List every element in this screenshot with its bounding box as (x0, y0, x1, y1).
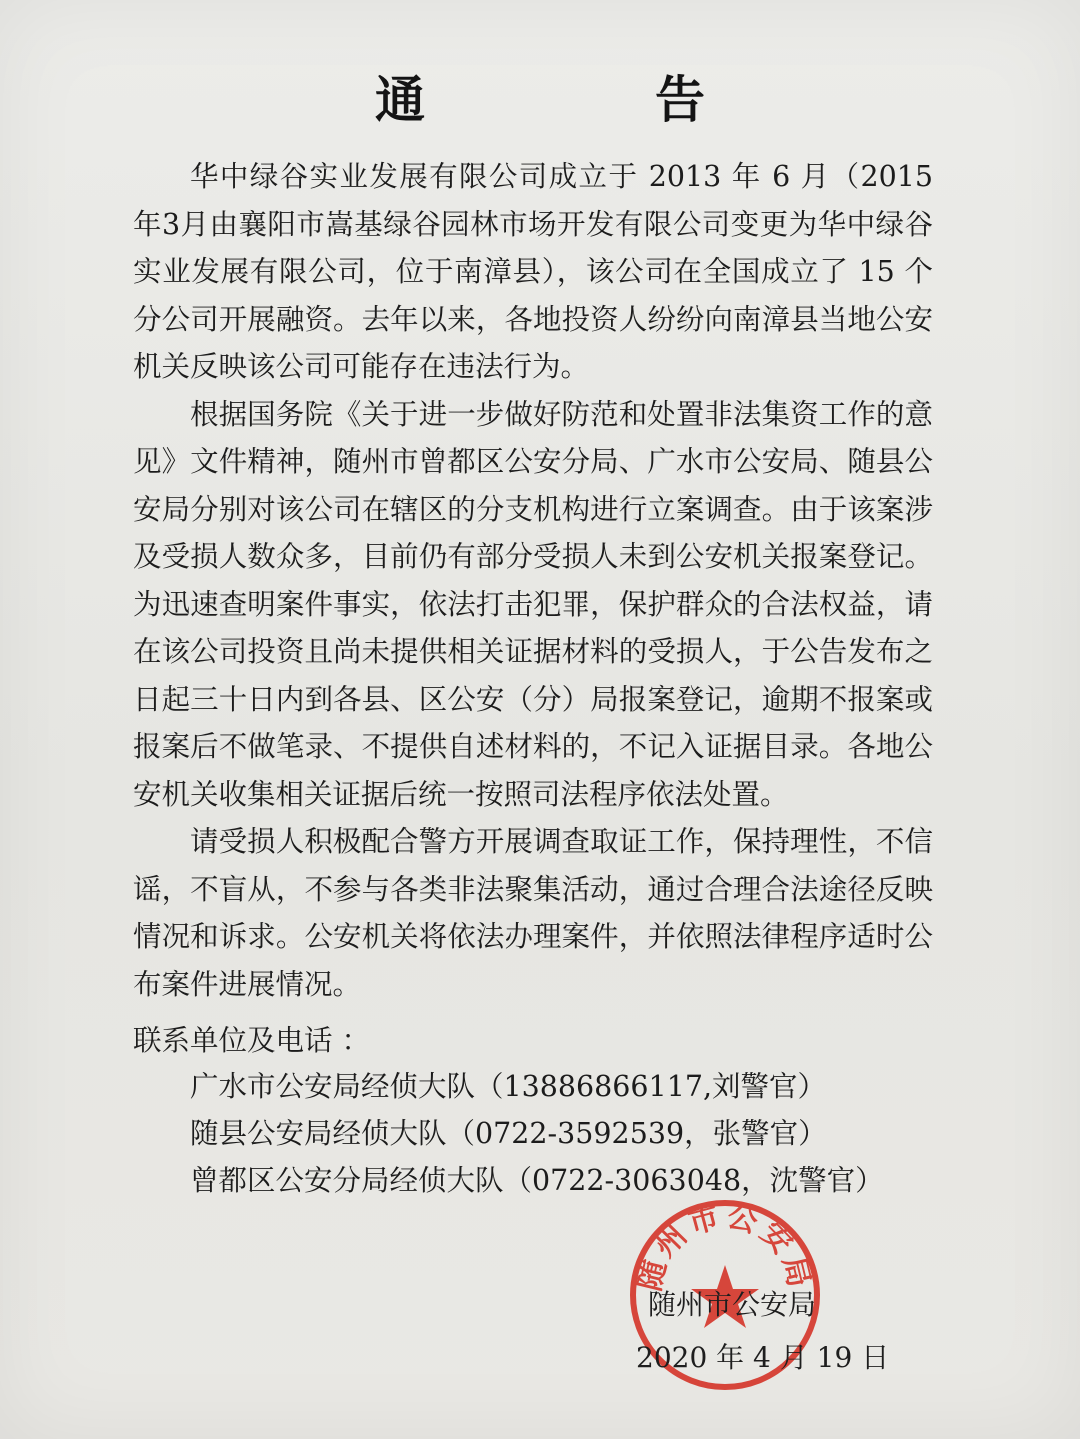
issuer-name: 随州市公安局 (648, 1288, 817, 1321)
contact-item: 广水市公安局经侦大队（13886866117,刘警官） (190, 1070, 827, 1103)
paragraph-3: 请受损人积极配合警方开展调查取证工作，保持理性，不信谣，不盲从，不参与各类非法聚集活动，通过合理合法途径反映情况和诉求。公安机关将依法办理案件，并依照法律程序适时公布案件进展情况。 (133, 825, 933, 1001)
contact-item: 随县公安局经侦大队（0722-3592539，张警官） (190, 1117, 827, 1150)
issue-date: 2020 年 4 月 19 日 (636, 1341, 890, 1374)
paragraph-1: 华中绿谷实业发展有限公司成立于 2013 年 6 月（2015 年3月由襄阳市嵩基绿谷园林市场开发有限公司变更为华中绿谷实业发展有限公司，位于南漳县），该公司在全国成立了 15 个分公司开展融资。去年以来，各地投资人纷纷向南漳县当地公安机关反映该公司可能存在违法行为。 (133, 160, 933, 383)
contact-list (190, 1063, 884, 1204)
contact-heading: 联系单位及电话 ： (133, 1024, 371, 1057)
contact-item: 曾都区公安分局经侦大队（0722-3063048，沈警官） (190, 1164, 884, 1197)
notice-body (133, 153, 933, 1008)
paragraph-2: 根据国务院《关于进一步做好防范和处置非法集资工作的意见》文件精神，随州市曾都区公安分局、广水市公安局、随县公安局分别对该公司在辖区的分支机构进行立案调查。由于该案涉及受损人数众多，目前仍有部分受损人未到公安机关报案登记。为迅速查明案件事实，依法打击犯罪，保护群众的合法权益，请在该公司投资且尚未提供相关证据材料的受损人，于公告发布之日起三十日内到各县、区公安（分）局报案登记，逾期不报案或报案后不做笔录、不提供自述材料的，不记入证据目录。各地公安机关收集相关证据后统一按照司法程序依法处置。 (133, 397, 933, 811)
notice-title: 通 告 (375, 71, 795, 129)
seal-lettering: 随州市公安局 (632, 1198, 818, 1295)
